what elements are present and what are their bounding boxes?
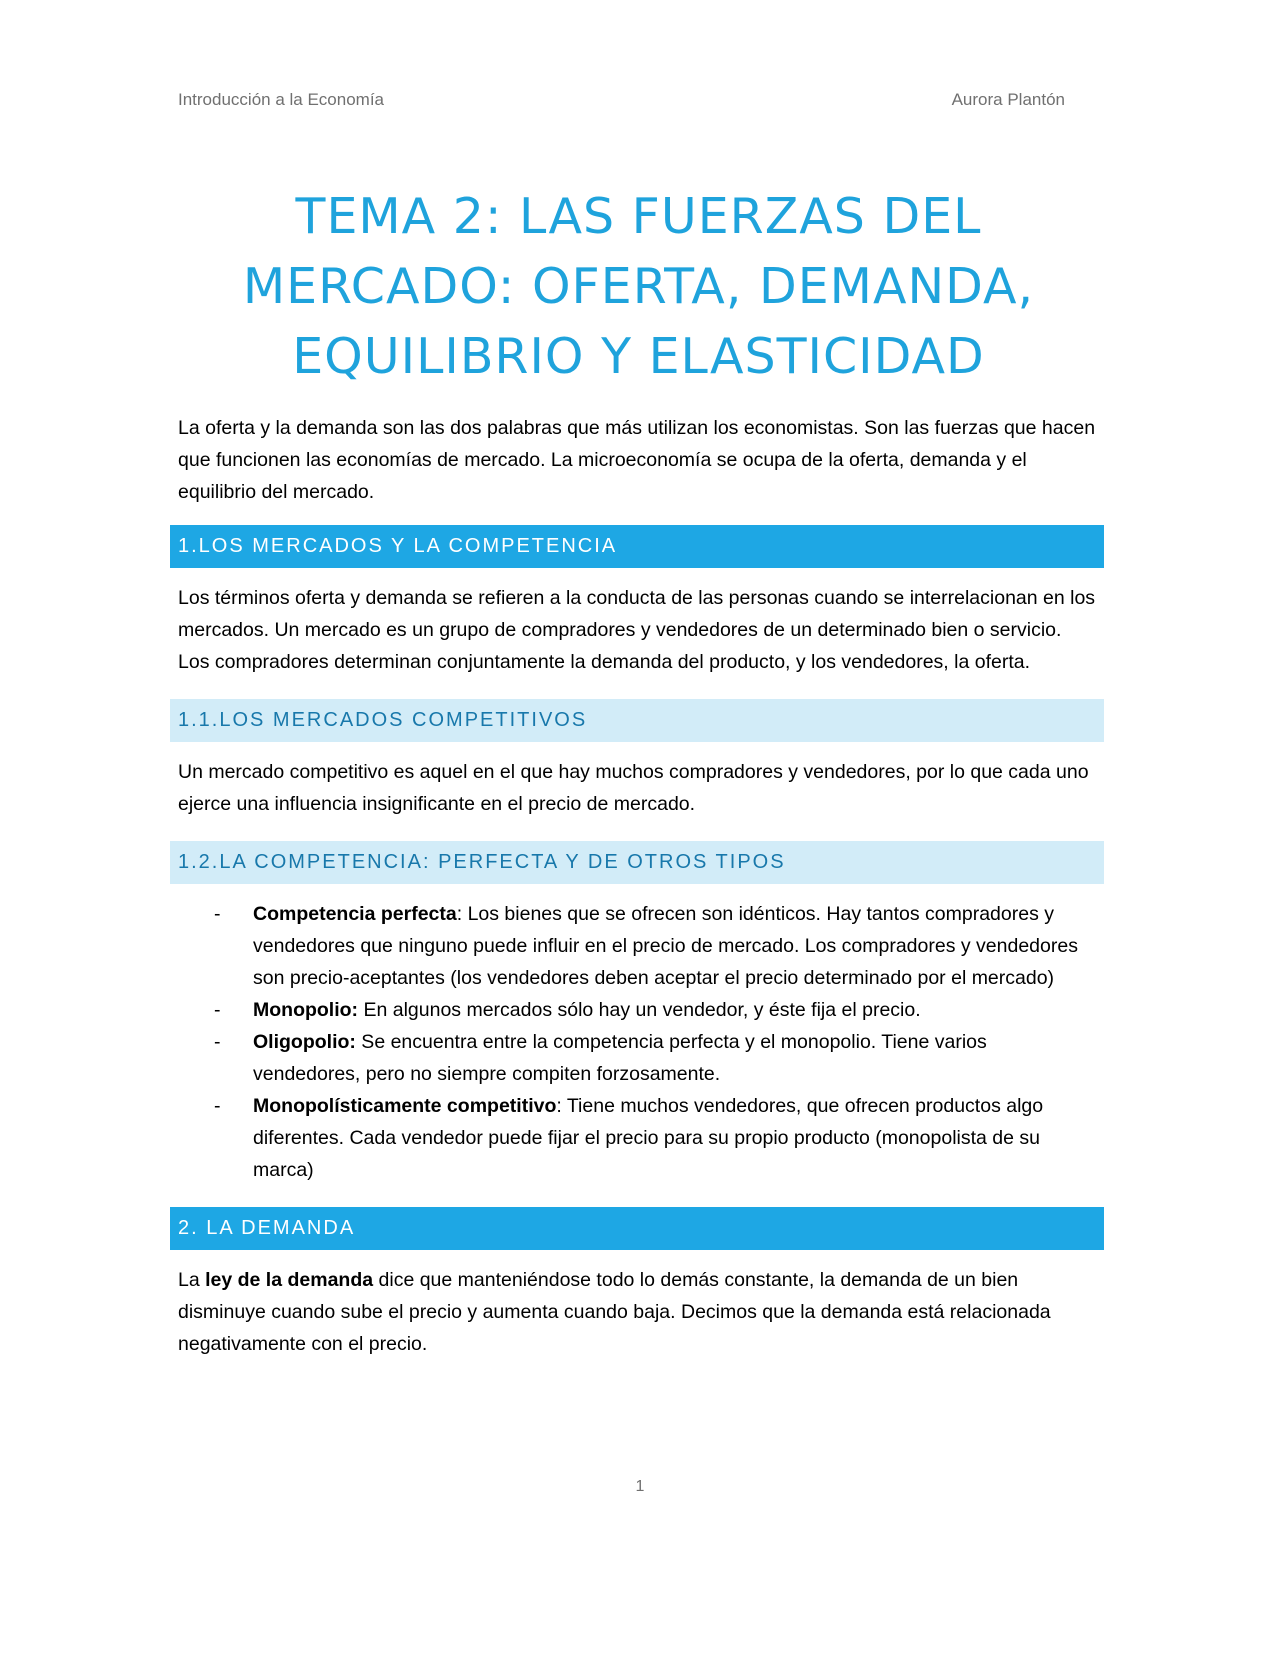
- list-item-term: Monopolio:: [253, 999, 359, 1021]
- section-2-heading: 2. LA DEMANDA: [170, 1207, 1104, 1250]
- list-item: [178, 898, 1098, 994]
- section-2-text-post: dice que manteniéndose todo lo demás constante, la demanda de un bien disminuye cuando sube el precio y aumenta cuando baja. Decimos que la demanda está relacionada negativamente con el precio.: [178, 1269, 1051, 1355]
- list-item-term: Oligopolio:: [253, 1031, 356, 1053]
- list-item-term: Monopolísticamente competitivo: [253, 1095, 557, 1117]
- title-line-3: EQUILIBRIO Y ELASTICIDAD: [292, 328, 985, 385]
- title-line-2: MERCADO: OFERTA, DEMANDA,: [242, 258, 1035, 315]
- competition-types-list: [178, 898, 1098, 1186]
- law-of-demand-term: ley de la demanda: [205, 1269, 374, 1291]
- document-title: [172, 182, 1105, 392]
- section-1-heading: 1.LOS MERCADOS Y LA COMPETENCIA: [170, 525, 1104, 568]
- list-dash: -: [214, 903, 221, 925]
- section-2-text-pre: La: [178, 1269, 206, 1291]
- section-2-paragraph: [178, 1264, 1098, 1360]
- header-author: Aurora Plantón: [951, 90, 1065, 109]
- section-1-paragraph: Los términos oferta y demanda se refieren a la conducta de las personas cuando se interrelacionan en los mercados. Un mercado es un grupo de compradores y vendedores de un determinado bien o servicio. Los compradores determinan conjuntamente la demanda del producto, y los vendedores, la oferta.: [178, 587, 1096, 673]
- list-item-term: Competencia perfecta: [253, 903, 457, 925]
- list-item-text: : Los bienes que se ofrecen son idénticos. Hay tantos compradores y vendedores que ninguno puede influir en el precio de mercado. Los compradores y vendedores son precio-aceptantes (los vendedores deben aceptar el precio determinado por el mercado): [253, 903, 1078, 989]
- intro-paragraph: La oferta y la demanda son las dos palabras que más utilizan los economistas. Son las fuerzas que hacen que funcionen las economías de mercado. La microeconomía se ocupa de la oferta, demanda y el equilibrio del mercado.: [178, 417, 1096, 503]
- list-item-text: : Tiene muchos vendedores, que ofrecen productos algo diferentes. Cada vendedor puede fijar el precio para su propio producto (monopolista de su marca): [253, 1095, 1044, 1181]
- section-1-1-heading: 1.1.LOS MERCADOS COMPETITIVOS: [170, 699, 1104, 742]
- running-header: [178, 88, 1065, 112]
- page-number: 1: [635, 1478, 645, 1495]
- list-item: [178, 994, 1098, 1026]
- list-item: [178, 1090, 1098, 1186]
- list-item-text: Se encuentra entre la competencia perfecta y el monopolio. Tiene varios vendedores, pero no siempre compiten forzosamente.: [253, 1031, 987, 1085]
- list-dash: -: [214, 1031, 221, 1053]
- title-line-1: TEMA 2: LAS FUERZAS DEL: [295, 188, 982, 245]
- list-item-text: En algunos mercados sólo hay un vendedor, y éste fija el precio.: [358, 999, 921, 1021]
- list-item: [178, 1026, 1098, 1090]
- list-dash: -: [214, 999, 221, 1021]
- header-course-title: Introducción a la Economía: [178, 90, 385, 109]
- document-body: [178, 412, 1098, 1360]
- section-1-2-heading: 1.2.LA COMPETENCIA: PERFECTA Y DE OTROS TIPOS: [170, 841, 1104, 884]
- list-dash: -: [214, 1095, 221, 1117]
- section-1-1-paragraph: Un mercado competitivo es aquel en el que hay muchos compradores y vendedores, por lo que cada uno ejerce una influencia insignificante en el precio de mercado.: [178, 761, 1089, 815]
